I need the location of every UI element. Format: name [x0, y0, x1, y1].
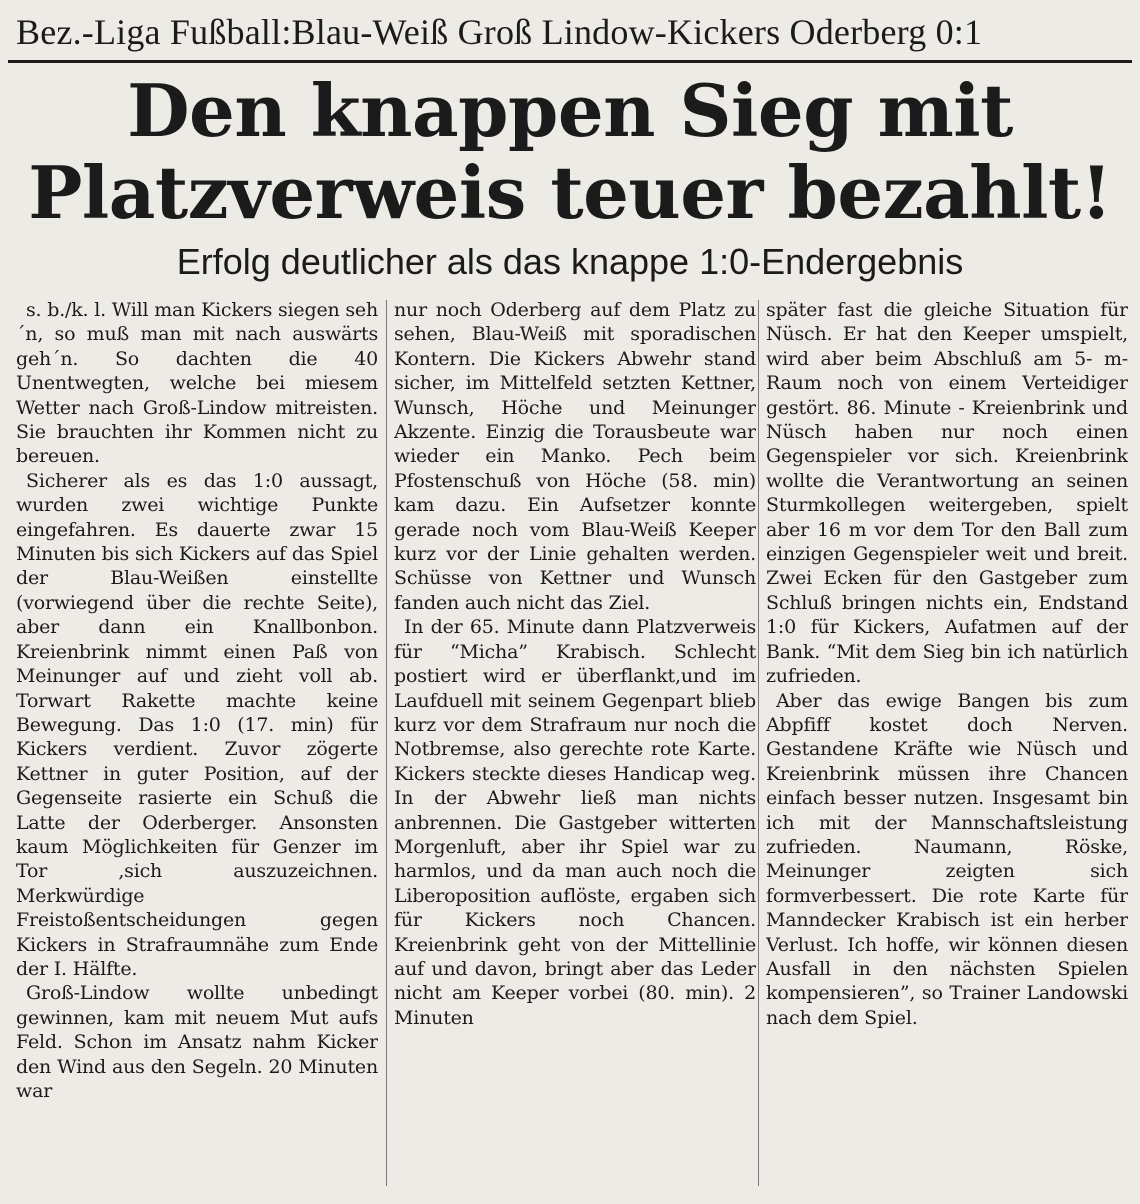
headline-line-1: Den knappen Sieg mit	[127, 68, 1013, 153]
article-body	[16, 298, 1128, 1198]
column-2	[394, 298, 756, 1194]
paragraph: Sicherer als es das 1:0 aussagt, wurden zwei wichtige Punkte eingefahren. Es dauerte zwar 15 Minuten bis sich Kickers auf das Spiel der Blau-Weißen einstellte (vorwiegend über die rechte Seite), aber dann ein Knallbonbon. Kreienbrink nimmt einen Paß von Meinunger auf und zieht voll ab. Torwart Rakette machte keine Bewegung. Das 1:0 (17. min) für Kickers verdient. Zuvor zögerte Kettner in guter Position, auf der Gegenseite rasierte ein Schuß die Latte der Oderberger. Ansonsten kaum Möglichkeiten für Genzer im Tor ,sich auszuzeichnen. Merkwürdige Freistoßentscheidungen gegen Kickers in Strafraumnähe zum Ende der I. Hälfte.	[16, 469, 378, 980]
paragraph: Groß-Lindow wollte unbedingt gewinnen, kam mit neuem Mut aufs Feld. Schon im Ansatz nahm Kicker den Wind aus den Segeln. 20 Minuten war	[16, 982, 378, 1102]
paragraph: später fast die gleiche Situation für Nüsch. Er hat den Keeper umspielt, wird aber beim Abschluß am 5- m-Raum noch von einem Verteidiger gestört. 86. Minute - Kreienbrink und Nüsch haben nur noch einen Gegenspieler vor sich. Kreienbrink wollte die Verantwortung an seinen Sturmkollegen weitergeben, spielt aber 16 m vor dem Tor den Ball zum einzigen Gegenspieler weit und breit. Zwei Ecken für den Gastgeber zum Schluß bringen nichts ein, Endstand 1:0 für Kickers, Aufatmen auf der Bank. “Mit dem Sieg bin ich natürlich zufrieden.	[766, 299, 1128, 688]
top-rule	[8, 60, 1132, 63]
article-headline	[8, 70, 1132, 234]
article-subheadline: Erfolg deutlicher als das knappe 1:0-Endergebnis	[176, 241, 964, 282]
paragraph: nur noch Oderberg auf dem Platz zu sehen, Blau-Weiß mit sporadischen Kontern. Die Kickers Abwehr stand sicher, im Mittelfeld setzten Kettner, Wunsch, Höche und Meinunger Akzente. Einzig die Torausbeute war wieder ein Manko. Pech beim Pfostenschuß von Höche (58. min) kam dazu. Ein Aufsetzer konnte gerade noch vom Blau-Weiß Keeper kurz vor der Linie gehalten werden. Schüsse von Kettner und Wunsch fanden auch nicht das Ziel.	[394, 299, 756, 614]
paragraph: In der 65. Minute dann Platzverweis für “Micha” Krabisch. Schlecht postiert wird er überflankt,und im Laufduell mit seinem Gegenpart blieb kurz vor dem Strafraum nur noch die Notbremse, also gerechte rote Karte. Kickers steckte dieses Handicap weg. In der Abwehr ließ man nichts anbrennen. Die Gastgeber witterten Morgenluft, aber ihr Spiel war zu harmlos, und da man auch noch die Liberoposition auflöste, ergaben sich für Kickers noch Chancen. Kreienbrink geht von der Mittellinie auf und davon, bringt aber das Leder nicht am Keeper vorbei (80. min). 2 Minuten	[394, 616, 756, 1029]
column-3	[766, 298, 1128, 1194]
column-divider	[386, 300, 387, 1186]
paragraph: s. b./k. l. Will man Kickers siegen seh´n, so muß man mit nach auswärts geh´n. So dachten die 40 Unentwegten, welche bei miesem Wetter nach Groß-Lindow mitreisten. Sie brauchten ihr Kommen nicht zu bereuen.	[16, 299, 378, 468]
paragraph: Aber das ewige Bangen bis zum Abpfiff kostet doch Nerven. Gestandene Kräfte wie Nüsch und Kreienbrink müssen ihre Chancen einfach besser nutzen. Insgesamt bin ich mit der Mannschaftsleistung zufrieden. Naumann, Röske, Meinunger zeigten sich formverbessert. Die rote Karte für Manndecker Krabisch ist ein herber Verlust. Ich hoffe, wir können diesen Ausfall in den nächsten Spielen kompensieren”, so Trainer Landowski nach dem Spiel.	[766, 689, 1128, 1029]
column-1	[16, 298, 378, 1194]
column-divider	[758, 300, 759, 1186]
article-kicker: Bez.-Liga Fußball:Blau-Weiß Groß Lindow-Kickers Oderberg 0:1	[16, 12, 983, 52]
headline-line-2: Platzverweis teuer bezahlt!	[28, 150, 1112, 235]
